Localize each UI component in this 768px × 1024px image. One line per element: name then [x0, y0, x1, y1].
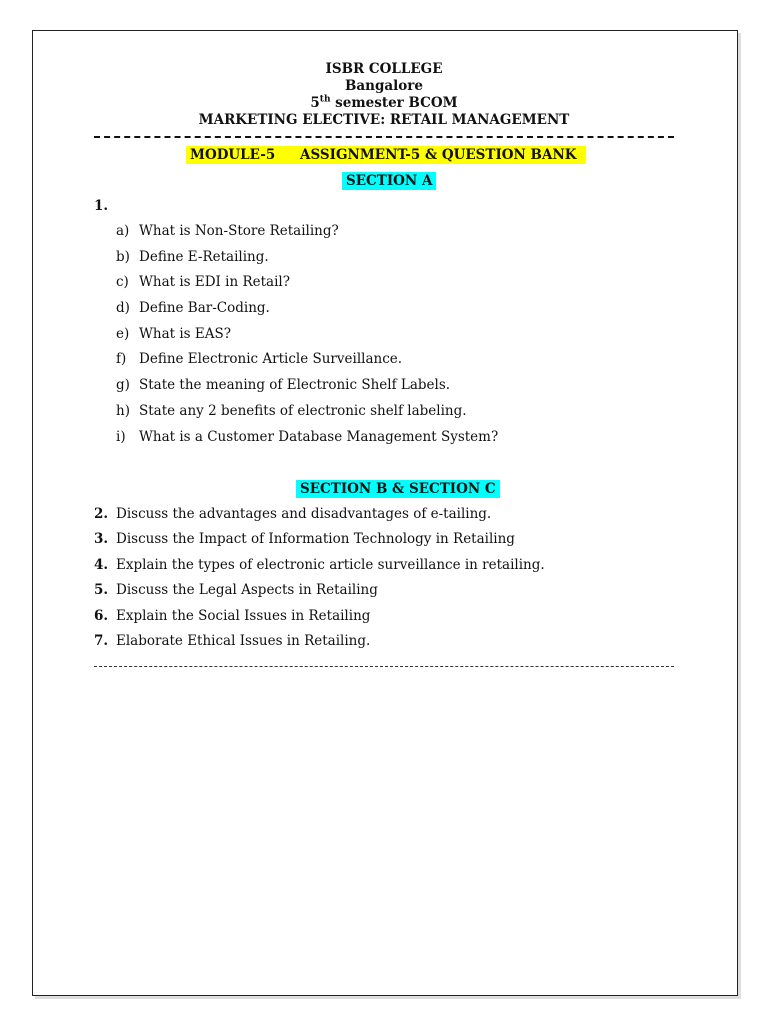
item-marker: e) [116, 326, 130, 342]
semester-superscript: th [319, 94, 331, 105]
item-marker: c) [116, 274, 129, 290]
item-text: What is EDI in Retail? [139, 274, 290, 290]
semester-number: 5 [310, 95, 320, 111]
item-text: State the meaning of Electronic Shelf Labels. [139, 377, 451, 393]
item-marker: f) [116, 351, 127, 367]
item-text: State any 2 benefits of electronic shelf labeling. [139, 403, 467, 419]
question-text: Discuss the Legal Aspects in Retailing [116, 582, 378, 598]
question-number: 3. [94, 531, 109, 547]
section-bc-title: SECTION B & SECTION C [296, 480, 500, 498]
item-marker: i) [116, 429, 126, 445]
module-bar [186, 146, 586, 164]
question-number: 4. [94, 557, 109, 573]
question-text: Discuss the Impact of Information Technology in Retailing [116, 531, 515, 547]
item-text: What is Non-Store Retailing? [139, 223, 339, 239]
question-number: 7. [94, 633, 109, 649]
question-text: Explain the Social Issues in Retailing [116, 608, 371, 624]
semester-line [0, 95, 768, 111]
item-text: What is a Customer Database Management System? [139, 429, 499, 445]
item-text: Define E-Retailing. [139, 249, 269, 265]
assignment-label: ASSIGNMENT-5 & QUESTION BANK [300, 147, 577, 163]
city-name: Bangalore [345, 78, 423, 94]
semester-text: semester BCOM [330, 95, 458, 111]
question-text: Elaborate Ethical Issues in Retailing. [116, 633, 371, 649]
question-number: 6. [94, 608, 109, 624]
item-marker: d) [116, 300, 130, 316]
question-text: Discuss the advantages and disadvantages of e-tailing. [116, 506, 492, 522]
item-text: Define Electronic Article Surveillance. [139, 351, 403, 367]
item-marker: b) [116, 249, 130, 265]
module-label: MODULE-5 [190, 147, 276, 163]
item-text: What is EAS? [139, 326, 231, 342]
bottom-divider [94, 666, 674, 667]
item-text: Define Bar-Coding. [139, 300, 270, 316]
question-number: 2. [94, 506, 109, 522]
question-text: Explain the types of electronic article surveillance in retailing. [116, 557, 545, 573]
college-name: ISBR COLLEGE [325, 61, 443, 77]
item-marker: a) [116, 223, 130, 239]
section-a-title: SECTION A [342, 172, 436, 190]
subject-title: MARKETING ELECTIVE: RETAIL MANAGEMENT [198, 112, 570, 128]
item-marker: h) [116, 403, 130, 419]
question-number: 5. [94, 582, 109, 598]
item-marker: g) [116, 377, 130, 393]
question-1-number: 1. [94, 198, 109, 214]
top-divider [94, 136, 674, 138]
